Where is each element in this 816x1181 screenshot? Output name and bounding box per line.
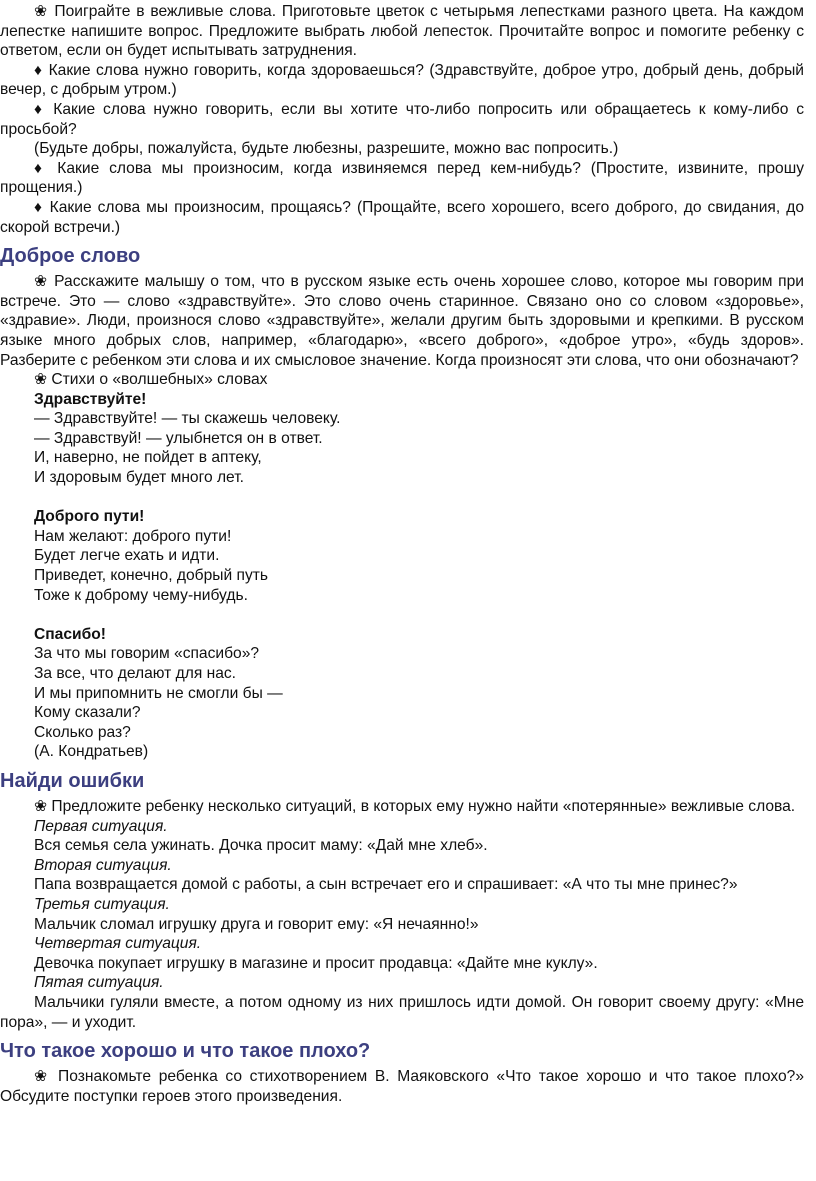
poem-line: За что мы говорим «спасибо»?	[34, 645, 260, 663]
poem-title: Спасибо!	[34, 625, 106, 643]
question-3: ♦ Какие слова мы произносим, когда извиняемся перед кем-нибудь? (Простите, извините, прошу прощения.)	[0, 159, 804, 197]
poem-line: Будет легче ехать и идти.	[34, 547, 220, 565]
poem-line: И мы припомнить не смогли бы —	[34, 684, 283, 702]
section-heading-good-bad: Что такое хорошо и что такое плохо?	[0, 1040, 371, 1063]
poem-line: И, наверно, не пойдет в аптеку,	[34, 449, 262, 467]
poem-line: Нам желают: доброго пути!	[34, 527, 232, 545]
poem-good-way	[0, 507, 804, 605]
spacer	[0, 605, 804, 625]
poem-line: За все, что делают для нас.	[34, 665, 237, 682]
poem-thanks	[0, 625, 804, 762]
situation-label: Вторая ситуация.	[34, 856, 172, 874]
poem-title: Здравствуйте!	[34, 390, 147, 408]
good-word-paragraph: ❀ Расскажите малышу о том, что в русском языке есть очень хорошее слово, которое мы говорим при встрече. Это — слово «здравствуйте». Это слово очень старинное. Связано оно со словом «здоровье», «здравие». Люди, произнося слово «здравствуйте», желали другим быть здоровыми и крепкими. В русском языке много добрых слов, например, «благодарю», «всего доброго», «доброе утро», «будь здоров». Разберите с ребенком эти слова и их смысловое значение. Когда произносят эти слова, что они обозначают?	[0, 273, 804, 369]
poem-author: (А. Кондратьев)	[34, 743, 149, 761]
poem-line: Кому сказали?	[34, 704, 141, 722]
find-errors-paragraph: ❀ Предложите ребенку несколько ситуаций, в которых ему нужно найти «потерянные» вежливые слова.	[34, 797, 796, 815]
intro-paragraph: ❀ Поиграйте в вежливые слова. Приготовьте цветок с четырьмя лепестками разного цвета. На каждом лепестке напишите вопрос. Предложите выбрать любой лепесток. Прочитайте вопрос и помогите ребенку с ответом, если он будет испытывать затруднения.	[0, 3, 804, 60]
poem-hello	[0, 390, 804, 488]
situation-text: Девочка покупает игрушку в магазине и просит продавца: «Дайте мне куклу».	[34, 954, 598, 972]
situation-label: Четвертая ситуация.	[34, 935, 202, 953]
section-heading-good-word: Доброе слово	[0, 245, 141, 268]
good-bad-paragraph: ❀ Познакомьте ребенка со стихотворением В. Маяковского «Что такое хорошо и что такое плохо?» Обсудите поступки героев этого произведения.	[0, 1068, 804, 1105]
poem-line: И здоровым будет много лет.	[34, 469, 244, 487]
situation-text: Мальчик сломал игрушку друга и говорит ему: «Я нечаянно!»	[34, 915, 479, 933]
situation-label: Первая ситуация.	[34, 817, 168, 835]
question-4: ♦ Какие слова мы произносим, прощаясь? (Прощайте, всего хорошего, всего доброго, до свидания, до скорой встречи.)	[0, 198, 804, 236]
situation-text: Мальчики гуляли вместе, а потом одному из них пришлось идти домой. Он говорит своему другу: «Мне пора», — и уходит.	[0, 993, 804, 1031]
question-2-answer: (Будьте добры, пожалуйста, будьте любезны, разрешите, можно вас попросить.)	[34, 140, 619, 158]
question-2: ♦ Какие слова нужно говорить, если вы хотите что-либо попросить или обращаетесь к кому-либо с просьбой?	[0, 100, 804, 138]
situation-label: Пятая ситуация.	[34, 974, 164, 992]
poem-line: Тоже к доброму чему-нибудь.	[34, 586, 248, 604]
situation-text: Папа возвращается домой с работы, а сын встречает его и спрашивает: «А что ты мне принес?»	[34, 876, 738, 894]
situation-label: Третья ситуация.	[34, 895, 170, 913]
poem-line: Приведет, конечно, добрый путь	[34, 567, 269, 585]
poem-line: Сколько раз?	[34, 723, 131, 741]
question-1: ♦ Какие слова нужно говорить, когда здороваешься? (Здравствуйте, доброе утро, добрый день, добрый вечер, с добрым утром.)	[0, 61, 804, 99]
situation-text: Вся семья села ужинать. Дочка просит маму: «Дай мне хлеб».	[34, 837, 488, 855]
poem-line: — Здравствуй! — улыбнется он в ответ.	[34, 429, 323, 447]
poem-title: Доброго пути!	[34, 508, 145, 526]
poems-intro: ❀ Стихи о «волшебных» словах	[34, 371, 268, 389]
poem-line: — Здравствуйте! — ты скажешь человеку.	[34, 410, 341, 428]
section-heading-find-errors: Найди ошибки	[0, 769, 145, 792]
spacer	[0, 488, 804, 508]
